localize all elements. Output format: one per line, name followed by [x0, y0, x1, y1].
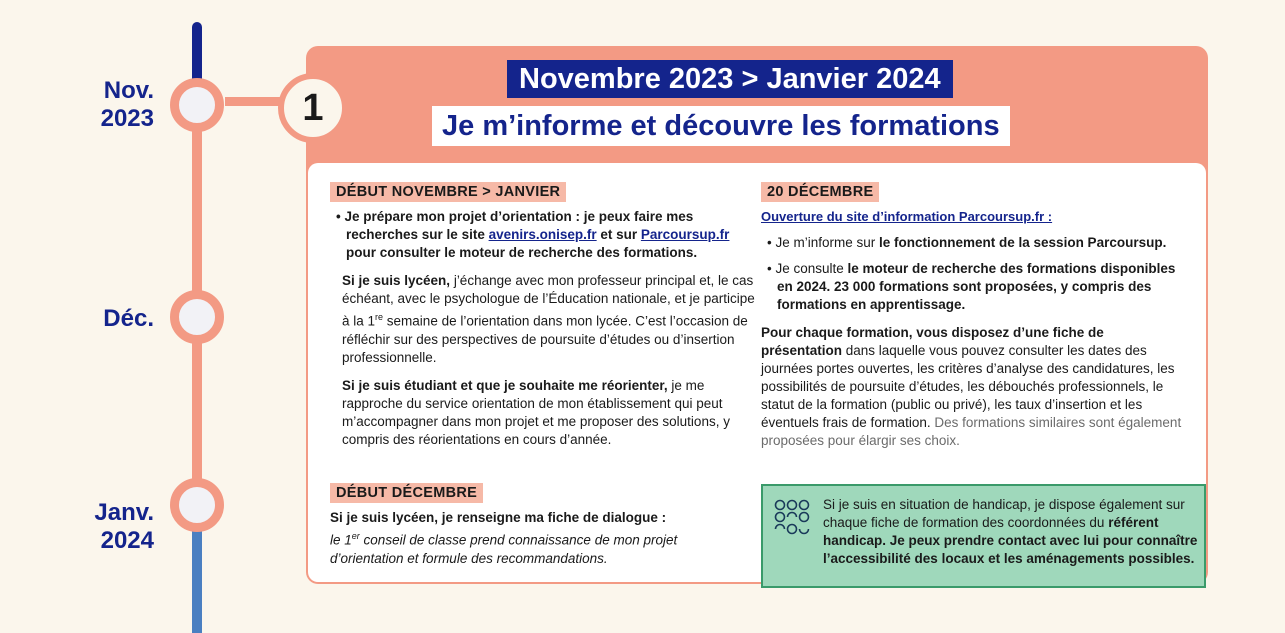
- step-number: 1: [278, 73, 348, 143]
- section-header: 20 DÉCEMBRE: [761, 182, 879, 202]
- conseil-text: [330, 527, 750, 568]
- section-header: DÉBUT DÉCEMBRE: [330, 483, 483, 503]
- left-column-december: [330, 483, 750, 568]
- left-column: [330, 182, 755, 449]
- timeline-node-dec: [170, 290, 224, 344]
- paragraph-fiche: [761, 324, 1186, 450]
- dialogue-sheet-text: Si je suis lycéen, je renseigne ma fiche de dialogue :: [330, 510, 667, 525]
- text-bold: Je peux prendre contact avec lui pour connaître l’accessibilité des locaux et les aménagements possibles.: [823, 533, 1198, 566]
- handicap-box: [761, 484, 1206, 588]
- text: conseil de classe prend connaissance de mon projet d’orientation et formule des recommandations.: [330, 532, 678, 566]
- text: • Je consulte: [767, 261, 848, 276]
- bullet-project: [330, 208, 755, 262]
- text: • Je m’informe sur: [767, 235, 880, 250]
- step-title: Je m’informe et découvre les formations: [432, 106, 1010, 146]
- date-line1: Janv.: [94, 499, 154, 526]
- timeline-date-jan: [44, 499, 154, 555]
- text: le 1: [330, 532, 352, 548]
- text-grey: Des formations similaires sont également proposées pour élargir ses choix.: [761, 415, 1182, 448]
- handicap-text: [823, 496, 1198, 568]
- superscript: re: [375, 312, 384, 322]
- section-header: DÉBUT NOVEMBRE > JANVIER: [330, 182, 566, 202]
- timeline-node-jan: [170, 478, 224, 532]
- text: j’échange avec mon professeur principal et, le cas échéant, avec le psychologue de l’Éducation nationale, et je participe à la 1: [342, 273, 755, 329]
- right-column: [761, 182, 1186, 450]
- text-bold: le moteur de recherche des formations disponibles en 2024. 23 000 formations sont proposées, y compris des formations en apprentissage.: [777, 261, 1176, 312]
- text-bold: Si je suis étudiant et que je souhaite me réorienter,: [342, 377, 668, 393]
- text: pour consulter le moteur de recherche des formations.: [346, 245, 698, 260]
- onisep-link[interactable]: avenirs.onisep.fr: [488, 227, 597, 242]
- text: • Je prépare mon projet d’orientation : je peux faire mes recherches sur le site: [336, 209, 694, 242]
- paragraph-lyceen: [330, 272, 755, 367]
- parcoursup-opening-link[interactable]: Ouverture du site d’information Parcoursup.fr :: [761, 209, 1053, 224]
- parcoursup-link[interactable]: Parcoursup.fr: [640, 227, 730, 242]
- timeline-date-dec: [44, 305, 154, 333]
- text: .: [882, 533, 890, 548]
- bullet-moteur: [761, 260, 1186, 314]
- accessibility-dots-icon: [773, 498, 817, 542]
- date-line2: 2023: [100, 105, 154, 132]
- step-period: Novembre 2023 > Janvier 2024: [507, 60, 953, 98]
- text: semaine de l’orientation dans mon lycée. C’est l’occasion de réfléchir sur des perspectives de poursuite d’études ou d’insertion professionnelle.: [342, 313, 748, 365]
- timeline-connector: [225, 97, 285, 106]
- text-bold: Si je suis lycéen,: [342, 273, 451, 288]
- date-line1: Déc.: [103, 305, 154, 332]
- bullet-fonctionnement: [761, 234, 1186, 252]
- text-bold: le fonctionnement de la session Parcoursup.: [879, 235, 1167, 250]
- date-line1: Nov.: [103, 77, 154, 104]
- text: je me rapproche du service orientation de mon établissement qui peut m’accompagner dans mon projet et me proposer des solutions, y compris des réorientations en cours d’année.: [342, 377, 730, 447]
- text-bold: Pour chaque formation, vous disposez d’une fiche de présentation: [761, 325, 1104, 358]
- text: Si je suis en situation de handicap, je dispose également sur chaque fiche de formation des coordonnées du: [823, 497, 1185, 530]
- paragraph-etudiant: [330, 377, 755, 449]
- timeline-date-nov: [44, 77, 154, 133]
- timeline-node-nov: [170, 78, 224, 132]
- text-bold: référent handicap: [823, 515, 1159, 548]
- date-line2: 2024: [100, 527, 154, 554]
- text: dans laquelle vous pouvez consulter les dates des journées portes ouvertes, les critères d’analyse des candidatures, les possibilités de poursuite d’études, les débouchés professionnels, le statut de la formation (public ou privé), les taux d’insertion et les éventuels frais de formation.: [761, 343, 1175, 430]
- superscript: er: [351, 531, 360, 541]
- text: et sur: [596, 227, 641, 242]
